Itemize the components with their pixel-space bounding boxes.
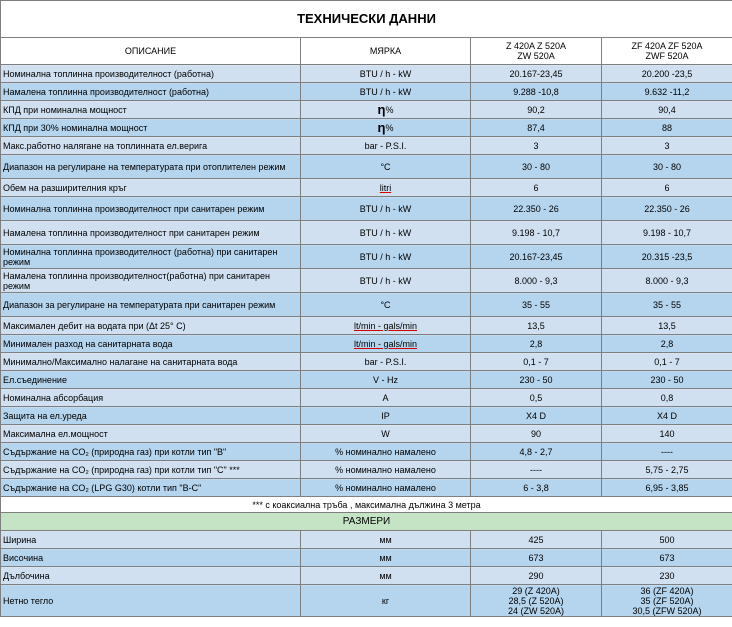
header-model-a-line-1: Z 420A Z 520A <box>505 41 567 51</box>
row-value-b: 8.000 - 9,3 <box>602 269 732 293</box>
row-unit: мм <box>301 549 471 567</box>
row-unit-text: W <box>381 428 390 439</box>
row-value-a: 230 - 50 <box>471 371 602 389</box>
row-value-a: 3 <box>471 137 602 155</box>
dimensions-section-row <box>1 513 732 531</box>
row-value-b: 500 <box>602 531 732 549</box>
row-unit <box>301 83 471 101</box>
table-row <box>1 221 732 245</box>
row-unit <box>301 155 471 179</box>
table-row <box>1 101 732 119</box>
row-value-b: 5,75 - 2,75 <box>602 461 732 479</box>
row-description: Обем на разширителния кръг <box>1 179 301 197</box>
row-value-a: 90 <box>471 425 602 443</box>
row-unit <box>301 389 471 407</box>
footnote-row <box>1 497 732 513</box>
row-description: Намалена топлинна производителност при санитарен режим <box>1 221 301 245</box>
row-unit <box>301 407 471 425</box>
table-row <box>1 443 732 461</box>
row-unit <box>301 293 471 317</box>
row-value-b: 0,8 <box>602 389 732 407</box>
row-value-a: 30 - 80 <box>471 155 602 179</box>
row-value-b: X4 D <box>602 407 732 425</box>
table-row <box>1 353 732 371</box>
table-row <box>1 137 732 155</box>
row-unit <box>301 269 471 293</box>
header-model-group-a <box>471 38 602 65</box>
row-value-a <box>471 585 602 617</box>
row-unit-text: % <box>385 104 394 115</box>
row-description: Диапазон за регулиране на температурата при санитарен режим <box>1 293 301 317</box>
row-unit: кг <box>301 585 471 617</box>
row-value-b: 30 - 80 <box>602 155 732 179</box>
row-value-a: 2,8 <box>471 335 602 353</box>
row-value-a: 425 <box>471 531 602 549</box>
weight-line: 28,5 (Z 520A) <box>508 595 564 606</box>
table-row <box>1 407 732 425</box>
row-value-b: 20.200 -23,5 <box>602 65 732 83</box>
row-unit <box>301 425 471 443</box>
header-model-group-b <box>602 38 732 65</box>
row-unit-text: V - Hz <box>372 374 398 385</box>
table-row <box>1 389 732 407</box>
row-unit <box>301 137 471 155</box>
row-unit <box>301 221 471 245</box>
row-value-b: 6,95 - 3,85 <box>602 479 732 497</box>
row-description: Номинална топлинна производителност при санитарен режим <box>1 197 301 221</box>
row-value-b: ---- <box>602 443 732 461</box>
row-description: Намалена топлинна производителност(работна) при санитарен режим <box>1 269 301 293</box>
row-description: Минимален разход на санитарната вода <box>1 335 301 353</box>
row-description: Диапазон на регулиране на температурата при отоплителен режим <box>1 155 301 179</box>
row-value-b: 230 <box>602 567 732 585</box>
row-value-b: 13,5 <box>602 317 732 335</box>
weight-line: 30,5 (ZFW 520A) <box>632 605 702 616</box>
row-unit-text: °C <box>380 299 391 310</box>
row-unit <box>301 479 471 497</box>
row-unit-text: bar - P.S.I. <box>364 356 407 367</box>
row-description: Номинална топлинна производителност (работна) при санитарен режим <box>1 245 301 269</box>
table-row <box>1 425 732 443</box>
row-unit-text: % номинално намалено <box>335 482 436 493</box>
row-value-a: 673 <box>471 549 602 567</box>
row-value-a: 20.167-23,45 <box>471 65 602 83</box>
row-value-b: 673 <box>602 549 732 567</box>
row-description: Защита на ел.уреда <box>1 407 301 425</box>
row-unit-text: % номинално намалено <box>335 446 436 457</box>
row-value-a: 20.167-23,45 <box>471 245 602 269</box>
table-row <box>1 567 732 585</box>
row-unit <box>301 179 471 197</box>
row-value-a: X4 D <box>471 407 602 425</box>
efficiency-symbol: η <box>377 119 386 135</box>
row-value-a: 22.350 - 26 <box>471 197 602 221</box>
table-row <box>1 245 732 269</box>
row-unit <box>301 317 471 335</box>
header-unit: МЯРКА <box>301 38 471 65</box>
row-unit-text: BTU / h - kW <box>359 86 412 97</box>
row-value-b: 35 - 55 <box>602 293 732 317</box>
row-description: Ширина <box>1 531 301 549</box>
table-row <box>1 83 732 101</box>
weight-line: 35 (ZF 520A) <box>640 595 694 606</box>
row-unit-text: IP <box>381 410 390 421</box>
row-unit <box>301 119 471 137</box>
row-value-a: 4,8 - 2,7 <box>471 443 602 461</box>
row-description: КПД при 30% номинална мощност <box>1 119 301 137</box>
row-unit <box>301 353 471 371</box>
row-description: Височина <box>1 549 301 567</box>
row-description: Максимална ел.мощност <box>1 425 301 443</box>
row-unit <box>301 101 471 119</box>
row-unit-text: lt/min - gals/min <box>353 338 417 349</box>
row-value-a: 0,1 - 7 <box>471 353 602 371</box>
row-unit-text: % <box>385 122 394 133</box>
dimensions-section-title: РАЗМЕРИ <box>1 513 732 531</box>
table-row <box>1 119 732 137</box>
row-unit: мм <box>301 531 471 549</box>
row-unit-text: litri <box>379 182 392 193</box>
row-unit <box>301 245 471 269</box>
row-unit-text: °C <box>380 161 391 172</box>
row-value-b: 9.632 -11,2 <box>602 83 732 101</box>
table-row <box>1 65 732 83</box>
row-value-b: 20.315 -23,5 <box>602 245 732 269</box>
table-row <box>1 531 732 549</box>
table-row <box>1 549 732 567</box>
row-unit-text: BTU / h - kW <box>359 68 412 79</box>
row-unit: мм <box>301 567 471 585</box>
row-value-b: 230 - 50 <box>602 371 732 389</box>
table-row <box>1 479 732 497</box>
row-value-a: 9.288 -10,8 <box>471 83 602 101</box>
row-description: Максимален дебит на водата при (Δt 25° C) <box>1 317 301 335</box>
row-description: Дълбочина <box>1 567 301 585</box>
row-description: Съдържание на CO₂ (природна газ) при котли тип "С" *** <box>1 461 301 479</box>
row-value-b: 90,4 <box>602 101 732 119</box>
row-value-b <box>602 585 732 617</box>
row-unit-text: bar - P.S.I. <box>364 140 407 151</box>
table-row <box>1 155 732 179</box>
row-unit <box>301 65 471 83</box>
row-value-a: 35 - 55 <box>471 293 602 317</box>
row-value-a: 90,2 <box>471 101 602 119</box>
row-description: Нетно тегло <box>1 585 301 617</box>
header-model-b-line-2: ZWF 520A <box>645 51 689 61</box>
row-unit <box>301 371 471 389</box>
row-value-a: ---- <box>471 461 602 479</box>
header-model-b-line-1: ZF 420A ZF 520A <box>631 41 703 51</box>
table-row <box>1 461 732 479</box>
table-row <box>1 269 732 293</box>
row-value-b: 0,1 - 7 <box>602 353 732 371</box>
row-unit-text: lt/min - gals/min <box>353 320 417 331</box>
weight-line: 24 (ZW 520A) <box>507 605 565 616</box>
row-value-b: 2,8 <box>602 335 732 353</box>
row-description: Намалена топлинна производителност (работна) <box>1 83 301 101</box>
row-unit <box>301 443 471 461</box>
row-unit-text: BTU / h - kW <box>359 251 412 262</box>
row-unit-text: BTU / h - kW <box>359 227 412 238</box>
table-row <box>1 293 732 317</box>
row-unit-text: BTU / h - kW <box>359 203 412 214</box>
row-unit-text: A <box>382 392 389 403</box>
row-unit <box>301 197 471 221</box>
row-unit-text: % номинално намалено <box>335 464 436 475</box>
row-value-a: 13,5 <box>471 317 602 335</box>
row-unit-text: BTU / h - kW <box>359 275 412 286</box>
row-value-a: 290 <box>471 567 602 585</box>
table-row <box>1 335 732 353</box>
table-row <box>1 371 732 389</box>
row-description: Съдържание на CO₂ (LPG G30) котли тип "В-С" <box>1 479 301 497</box>
row-unit <box>301 461 471 479</box>
table-row <box>1 585 732 617</box>
table-row <box>1 317 732 335</box>
row-description: Макс.работно налягане на топлинната ел.верига <box>1 137 301 155</box>
row-value-b: 88 <box>602 119 732 137</box>
row-description: Номинална абсорбация <box>1 389 301 407</box>
row-value-a: 87,4 <box>471 119 602 137</box>
row-value-b: 9.198 - 10,7 <box>602 221 732 245</box>
footnote: *** с коаксиална тръба , максимална дължина 3 метра <box>1 497 732 513</box>
row-value-b: 22.350 - 26 <box>602 197 732 221</box>
efficiency-symbol: η <box>377 101 386 117</box>
weight-line: 36 (ZF 420A) <box>640 585 694 596</box>
row-description: Минимално/Максимално налагане на санитарната вода <box>1 353 301 371</box>
row-value-a: 6 <box>471 179 602 197</box>
weight-line: 29 (Z 420A) <box>512 585 560 596</box>
row-value-a: 9.198 - 10,7 <box>471 221 602 245</box>
row-value-a: 0,5 <box>471 389 602 407</box>
row-description: Съдържание на CO₂ (природна газ) при котли тип "В" <box>1 443 301 461</box>
header-model-a-line-2: ZW 520A <box>517 51 555 61</box>
table-title: ТЕХНИЧЕСКИ ДАННИ <box>1 1 732 38</box>
title-row <box>1 1 732 38</box>
header-row <box>1 38 732 65</box>
table-row <box>1 197 732 221</box>
row-description: КПД при номинална мощност <box>1 101 301 119</box>
row-description: Номинална топлинна производителност (работна) <box>1 65 301 83</box>
row-value-b: 3 <box>602 137 732 155</box>
row-value-b: 140 <box>602 425 732 443</box>
row-unit <box>301 335 471 353</box>
row-value-a: 8.000 - 9,3 <box>471 269 602 293</box>
row-value-a: 6 - 3,8 <box>471 479 602 497</box>
table-row <box>1 179 732 197</box>
header-description: ОПИСАНИЕ <box>1 38 301 65</box>
row-value-b: 6 <box>602 179 732 197</box>
row-description: Ел.съединение <box>1 371 301 389</box>
